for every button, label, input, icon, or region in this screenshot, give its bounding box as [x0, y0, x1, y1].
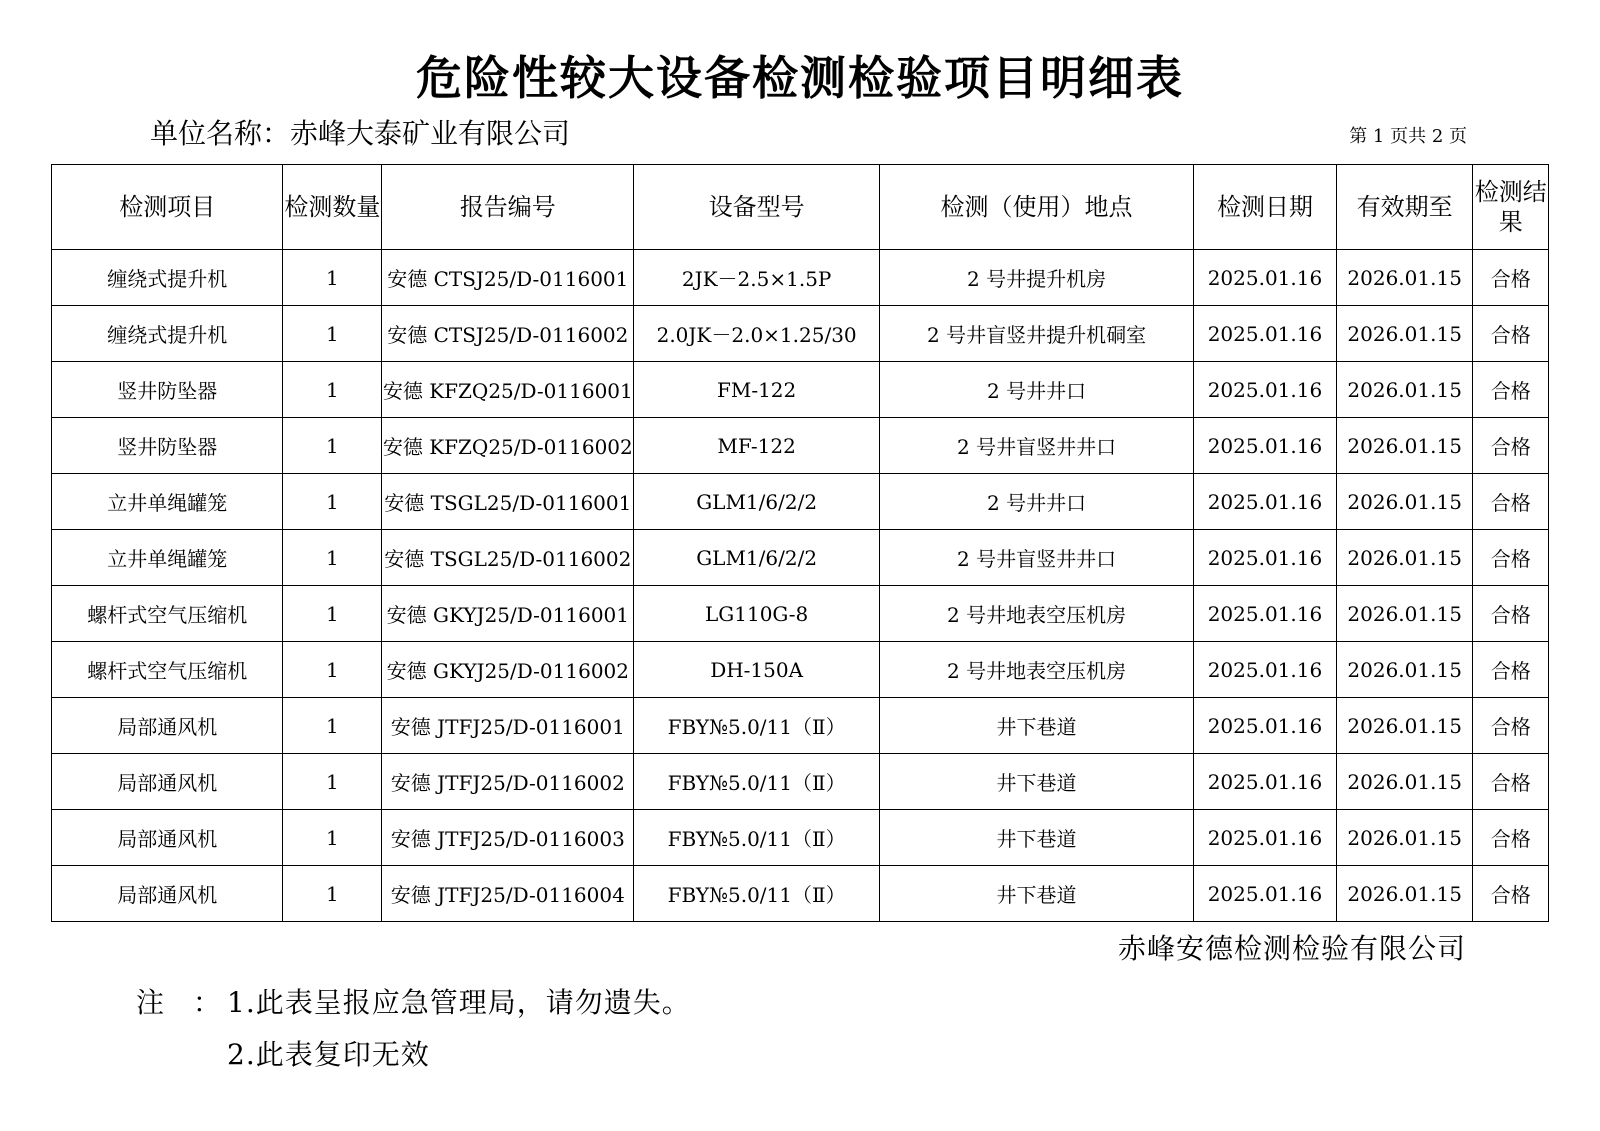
- table-header-row: [52, 165, 1549, 250]
- cell-location: 井下巷道: [880, 810, 1194, 866]
- cell-result: 合格: [1473, 474, 1549, 530]
- cell-test-date: 2025.01.16: [1194, 530, 1337, 586]
- cell-valid-until: 2026.01.15: [1336, 586, 1473, 642]
- table-row: [52, 250, 1549, 306]
- cell-report-no: 安德 GKYJ25/D-0116002: [382, 642, 634, 698]
- cell-result: 合格: [1473, 306, 1549, 362]
- cell-valid-until: 2026.01.15: [1336, 754, 1473, 810]
- cell-item: 竖井防坠器: [52, 362, 283, 418]
- cell-qty: 1: [283, 866, 382, 922]
- cell-test-date: 2025.01.16: [1194, 586, 1337, 642]
- table-row: [52, 698, 1549, 754]
- cell-valid-until: 2026.01.15: [1336, 642, 1473, 698]
- document-title: 危险性较大设备检测检验项目明细表: [416, 51, 1184, 105]
- cell-report-no: 安德 GKYJ25/D-0116001: [382, 586, 634, 642]
- cell-model: FBY№5.0/11（Ⅱ）: [634, 810, 880, 866]
- cell-report-no: 安德 JTFJ25/D-0116004: [382, 866, 634, 922]
- cell-item: 螺杆式空气压缩机: [52, 586, 283, 642]
- cell-location: 井下巷道: [880, 698, 1194, 754]
- cell-location: 2 号井盲竖井提升机硐室: [880, 306, 1194, 362]
- cell-location: 2 号井提升机房: [880, 250, 1194, 306]
- cell-result: 合格: [1473, 642, 1549, 698]
- cell-location: 2 号井盲竖井井口: [880, 418, 1194, 474]
- cell-model: FBY№5.0/11（Ⅱ）: [634, 754, 880, 810]
- cell-qty: 1: [283, 754, 382, 810]
- cell-valid-until: 2026.01.15: [1336, 530, 1473, 586]
- cell-test-date: 2025.01.16: [1194, 474, 1337, 530]
- cell-result: 合格: [1473, 250, 1549, 306]
- cell-report-no: 安德 CTSJ25/D-0116001: [382, 250, 634, 306]
- cell-location: 2 号井井口: [880, 474, 1194, 530]
- inspection-detail-table: [51, 164, 1549, 922]
- cell-item: 缠绕式提升机: [52, 250, 283, 306]
- cell-item: 立井单绳罐笼: [52, 530, 283, 586]
- header-result: 检测结果: [1473, 165, 1549, 250]
- cell-item: 局部通风机: [52, 698, 283, 754]
- cell-qty: 1: [283, 698, 382, 754]
- cell-valid-until: 2026.01.15: [1336, 362, 1473, 418]
- cell-location: 井下巷道: [880, 754, 1194, 810]
- table-row: [52, 866, 1549, 922]
- cell-result: 合格: [1473, 698, 1549, 754]
- cell-valid-until: 2026.01.15: [1336, 698, 1473, 754]
- header-model: 设备型号: [634, 165, 880, 250]
- cell-test-date: 2025.01.16: [1194, 418, 1337, 474]
- cell-test-date: 2025.01.16: [1194, 362, 1337, 418]
- cell-report-no: 安德 JTFJ25/D-0116001: [382, 698, 634, 754]
- header-item: 检测项目: [52, 165, 283, 250]
- header-qty: 检测数量: [283, 165, 382, 250]
- cell-qty: 1: [283, 642, 382, 698]
- cell-model: LG110G-8: [634, 586, 880, 642]
- cell-qty: 1: [283, 250, 382, 306]
- header-location: 检测（使用）地点: [880, 165, 1194, 250]
- cell-result: 合格: [1473, 530, 1549, 586]
- table-row: [52, 362, 1549, 418]
- table-row: [52, 586, 1549, 642]
- note-item: 2.此表复印无效: [227, 1038, 430, 1071]
- table-row: [52, 474, 1549, 530]
- cell-report-no: 安德 KFZQ25/D-0116002: [382, 418, 634, 474]
- cell-item: 竖井防坠器: [52, 418, 283, 474]
- cell-report-no: 安德 TSGL25/D-0116002: [382, 530, 634, 586]
- cell-location: 2 号井地表空压机房: [880, 642, 1194, 698]
- cell-location: 2 号井井口: [880, 362, 1194, 418]
- cell-report-no: 安德 TSGL25/D-0116001: [382, 474, 634, 530]
- header-test-date: 检测日期: [1194, 165, 1337, 250]
- cell-valid-until: 2026.01.15: [1336, 866, 1473, 922]
- cell-model: DH-150A: [634, 642, 880, 698]
- cell-test-date: 2025.01.16: [1194, 698, 1337, 754]
- cell-item: 立井单绳罐笼: [52, 474, 283, 530]
- cell-qty: 1: [283, 530, 382, 586]
- cell-model: 2JK－2.5×1.5P: [634, 250, 880, 306]
- table-row: [52, 306, 1549, 362]
- cell-model: FBY№5.0/11（Ⅱ）: [634, 698, 880, 754]
- cell-report-no: 安德 CTSJ25/D-0116002: [382, 306, 634, 362]
- cell-result: 合格: [1473, 362, 1549, 418]
- cell-item: 螺杆式空气压缩机: [52, 642, 283, 698]
- cell-result: 合格: [1473, 586, 1549, 642]
- cell-report-no: 安德 KFZQ25/D-0116001: [382, 362, 634, 418]
- cell-model: 2.0JK－2.0×1.25/30: [634, 306, 880, 362]
- page-number: 第 1 页共 2 页: [1349, 126, 1467, 147]
- cell-location: 2 号井地表空压机房: [880, 586, 1194, 642]
- table-row: [52, 530, 1549, 586]
- cell-qty: 1: [283, 418, 382, 474]
- issuing-company: 赤峰安德检测检验有限公司: [1117, 932, 1466, 965]
- cell-location: 井下巷道: [880, 866, 1194, 922]
- cell-test-date: 2025.01.16: [1194, 642, 1337, 698]
- cell-item: 局部通风机: [52, 866, 283, 922]
- cell-result: 合格: [1473, 810, 1549, 866]
- table-row: [52, 810, 1549, 866]
- cell-result: 合格: [1473, 866, 1549, 922]
- cell-item: 局部通风机: [52, 810, 283, 866]
- header-report-no: 报告编号: [382, 165, 634, 250]
- cell-test-date: 2025.01.16: [1194, 250, 1337, 306]
- cell-valid-until: 2026.01.15: [1336, 474, 1473, 530]
- cell-qty: 1: [283, 474, 382, 530]
- cell-qty: 1: [283, 810, 382, 866]
- table-row: [52, 418, 1549, 474]
- notes-label: 注 ：: [136, 986, 231, 1019]
- cell-test-date: 2025.01.16: [1194, 866, 1337, 922]
- cell-model: MF-122: [634, 418, 880, 474]
- cell-item: 局部通风机: [52, 754, 283, 810]
- cell-valid-until: 2026.01.15: [1336, 306, 1473, 362]
- note-item: 1.此表呈报应急管理局，请勿遗失。: [227, 986, 691, 1019]
- cell-model: GLM1/6/2/2: [634, 530, 880, 586]
- cell-test-date: 2025.01.16: [1194, 306, 1337, 362]
- cell-report-no: 安德 JTFJ25/D-0116003: [382, 810, 634, 866]
- cell-model: FM-122: [634, 362, 880, 418]
- cell-qty: 1: [283, 586, 382, 642]
- header-valid-until: 有效期至: [1336, 165, 1473, 250]
- cell-model: GLM1/6/2/2: [634, 474, 880, 530]
- cell-valid-until: 2026.01.15: [1336, 418, 1473, 474]
- cell-report-no: 安德 JTFJ25/D-0116002: [382, 754, 634, 810]
- unit-name-value: 赤峰大泰矿业有限公司: [290, 117, 571, 150]
- cell-test-date: 2025.01.16: [1194, 810, 1337, 866]
- table-row: [52, 754, 1549, 810]
- unit-name-label: 单位名称：: [150, 117, 291, 150]
- unit-name-line: [150, 114, 570, 154]
- cell-qty: 1: [283, 362, 382, 418]
- cell-qty: 1: [283, 306, 382, 362]
- cell-result: 合格: [1473, 418, 1549, 474]
- cell-test-date: 2025.01.16: [1194, 754, 1337, 810]
- cell-valid-until: 2026.01.15: [1336, 810, 1473, 866]
- cell-item: 缠绕式提升机: [52, 306, 283, 362]
- table-row: [52, 642, 1549, 698]
- cell-location: 2 号井盲竖井井口: [880, 530, 1194, 586]
- cell-model: FBY№5.0/11（Ⅱ）: [634, 866, 880, 922]
- cell-result: 合格: [1473, 754, 1549, 810]
- cell-valid-until: 2026.01.15: [1336, 250, 1473, 306]
